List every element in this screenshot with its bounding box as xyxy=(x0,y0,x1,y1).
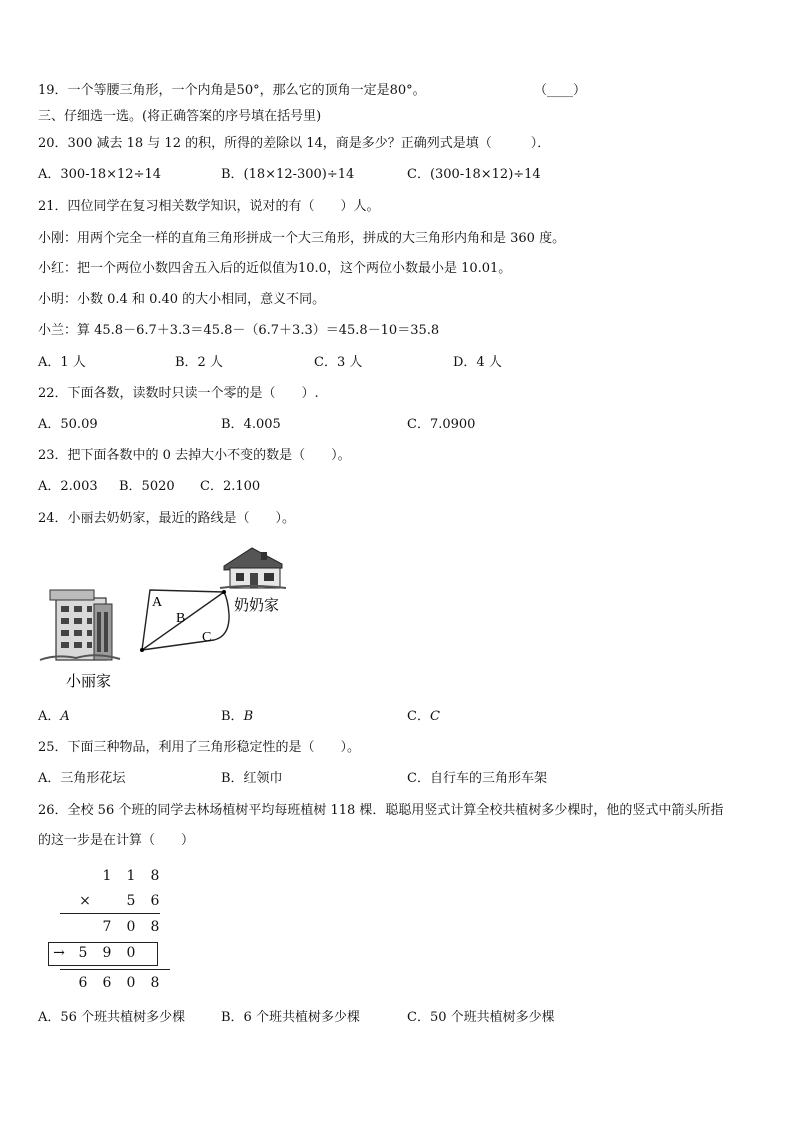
q26-vertical-multiplication xyxy=(40,860,180,1000)
q23-option-c[interactable]: C．2.100 xyxy=(200,479,261,494)
q19-answer-bracket[interactable]: （____） xyxy=(534,83,587,98)
q22-option-a[interactable]: A．50.09 xyxy=(38,417,98,432)
q24-option-a[interactable] xyxy=(38,708,70,726)
calc-digit: 1 xyxy=(126,868,136,884)
calc-digit: 6 xyxy=(102,975,112,991)
q23-text: 23．把下面各数中的 0 去掉大小不变的数是（ ）。 xyxy=(38,448,351,463)
section-3-heading: 三、仔细选一选。(将正确答案的序号填在括号里) xyxy=(38,109,322,124)
calc-times-sign: × xyxy=(79,893,91,909)
q21-statement-xiaolan: 小兰：算 45.8－6.7＋3.3＝45.8－（6.7＋3.3）＝45.8－10＝35.8 xyxy=(38,323,440,338)
calc-digit: 8 xyxy=(150,919,160,935)
q20-option-c[interactable]: C．(300-18×12)÷14 xyxy=(407,167,541,182)
route-b-label: B xyxy=(176,611,186,626)
q23-option-a[interactable]: A．2.003 xyxy=(38,479,98,494)
q24-option-c-value: C xyxy=(429,709,440,724)
q24-option-b[interactable] xyxy=(221,708,253,726)
calc-digit: 5 xyxy=(78,945,88,961)
calc-digit: 6 xyxy=(150,893,160,909)
q25-option-a[interactable]: A．三角形花坛 xyxy=(38,771,126,786)
arrow-right-icon: → xyxy=(53,945,65,961)
grandma-home-label: 奶奶家 xyxy=(234,596,280,614)
q24-option-b-letter: B． xyxy=(221,709,244,724)
calc-digit: 7 xyxy=(102,919,112,935)
q26-option-a[interactable]: A．56 个班共植树多少棵 xyxy=(38,1010,186,1025)
calc-digit: 0 xyxy=(126,919,136,935)
calc-digit: 8 xyxy=(150,868,160,884)
q21-statement-xiaogang: 小刚：用两个完全一样的直角三角形拼成一个大三角形，拼成的大三角形内角和是 360 度。 xyxy=(38,231,566,246)
calc-digit: 1 xyxy=(102,868,112,884)
q26-text-line2: 的这一步是在计算（ ） xyxy=(38,833,195,848)
q24-text: 24．小丽去奶奶家，最近的路线是（ ）。 xyxy=(38,511,296,526)
apartment-building-icon xyxy=(40,590,120,660)
q19-text: 19．一个等腰三角形，一个内角是50°，那么它的顶角一定是80°。 xyxy=(38,83,426,98)
route-a-label: A xyxy=(152,595,163,610)
q21-statement-xiaohong: 小红：把一个两位小数四舍五入后的近似值为10.0，这个两位小数最小是 10.01。 xyxy=(38,261,512,276)
q26-option-c[interactable]: C．50 个班共植树多少棵 xyxy=(407,1010,555,1025)
q24-route-figure xyxy=(36,540,306,695)
q23-option-b[interactable]: B．5020 xyxy=(119,479,175,494)
calc-rule xyxy=(60,913,160,914)
q24-option-c-letter: C． xyxy=(407,709,430,724)
calc-digit: 5 xyxy=(126,893,136,909)
q25-text: 25．下面三种物品，利用了三角形稳定性的是（ ）。 xyxy=(38,740,361,755)
q20-text: 20．300 减去 18 与 12 的积，所得的差除以 14，商是多少？正确列式是填（ ）． xyxy=(38,136,551,151)
q20-option-b[interactable]: B．(18×12-300)÷14 xyxy=(221,167,355,182)
calc-digit: 6 xyxy=(78,975,88,991)
q21-text: 21．四位同学在复习相关数学知识，说对的有（ ）人。 xyxy=(38,199,380,214)
q26-option-b[interactable]: B．6 个班共植树多少棵 xyxy=(221,1010,360,1025)
q25-option-b[interactable]: B．红领巾 xyxy=(221,771,283,786)
q21-statement-xiaoming: 小明：小数 0.4 和 0.40 的大小相同，意义不同。 xyxy=(38,292,326,307)
q22-option-c[interactable]: C．7.0900 xyxy=(407,417,476,432)
q24-option-a-value: A xyxy=(60,709,70,724)
route-c-label: C xyxy=(202,630,212,645)
q24-option-c[interactable] xyxy=(407,708,440,726)
q21-option-a[interactable]: A．1 人 xyxy=(38,355,86,370)
q26-text-line1: 26．全校 56 个班的同学去林场植树平均每班植树 118 棵．聪聪用竖式计算全校共植树多少棵时，他的竖式中箭头所指 xyxy=(38,803,724,818)
q21-option-d[interactable]: D．4 人 xyxy=(453,355,502,370)
q21-option-c[interactable]: C．3 人 xyxy=(314,355,363,370)
calc-rule xyxy=(60,969,170,970)
calc-digit: 9 xyxy=(102,945,112,961)
q24-option-a-letter: A． xyxy=(38,709,61,724)
house-icon xyxy=(220,548,286,588)
xiaoli-home-label: 小丽家 xyxy=(66,672,112,690)
q21-option-b[interactable]: B．2 人 xyxy=(175,355,223,370)
q25-option-c[interactable]: C．自行车的三角形车架 xyxy=(407,771,547,786)
q22-option-b[interactable]: B．4.005 xyxy=(221,417,281,432)
calc-digit: 0 xyxy=(126,945,136,961)
calc-digit: 8 xyxy=(150,975,160,991)
q24-option-b-value: B xyxy=(243,709,254,724)
q20-option-a[interactable]: A．300-18×12÷14 xyxy=(38,167,162,182)
calc-digit: 0 xyxy=(126,975,136,991)
q22-text: 22．下面各数，读数时只读一个零的是（ ）. xyxy=(38,386,319,401)
